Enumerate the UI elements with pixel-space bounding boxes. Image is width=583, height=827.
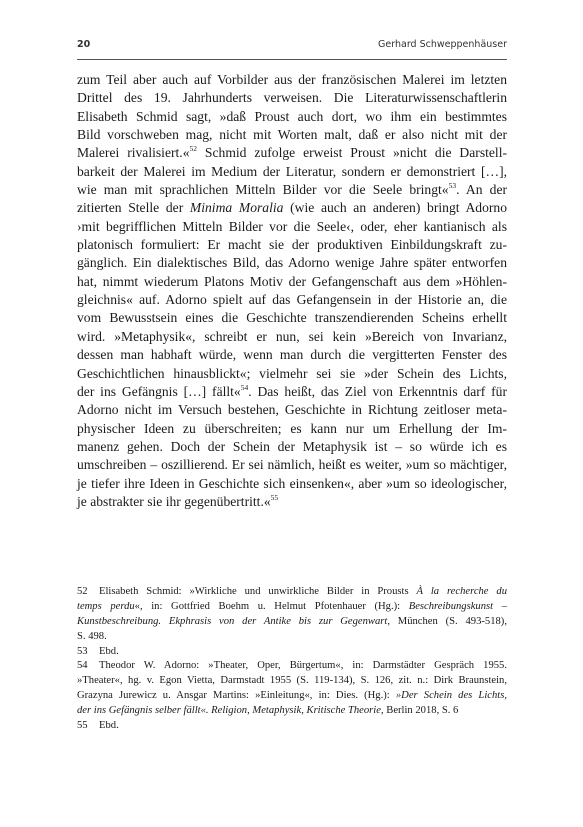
text-line: gänglich. Ein dialektisches Bild, das Adorno wenige Jahre später entworfen <box>77 255 507 271</box>
running-header <box>77 39 507 55</box>
footnote-53: 53 Ebd. <box>77 645 507 660</box>
text-line: zitierten Stelle der Minima Moralia (wie auch an anderen) bringt Adorno <box>77 200 507 216</box>
text-line: der ins Gefängnis […] fällt«$^{54}$. Das heißt, das Ziel von Erkenntnis darf für <box>77 382 507 399</box>
text-line: Adorno nicht im Versuch bestehen, Geschichte in Richtung zeitloser meta- <box>77 402 507 418</box>
text-line: Malerei rivalisiert.«$^{52}$ Schmid zufolge erweist Proust »nicht die Darstell- <box>77 144 507 161</box>
text-line: dessen man habhaft würde, wenn man durch die vergitterten Fenster des <box>77 347 507 363</box>
text-line: hat, nimmt wiederum Platons Motiv der Gefangenschaft aus dem »Höhlen- <box>77 273 507 289</box>
footnote-ref-52: 52 <box>189 144 197 154</box>
text-line: Drittel des 19. Jahrhunderts verweisen. Die Literaturwissenschaftlerin <box>77 90 507 106</box>
text-line: Elisabeth Schmid sagt, »daß Proust auch dort, wo ihm ein bestimmtes <box>77 108 507 124</box>
footnote-ref-55: 55 <box>270 492 279 502</box>
footnote-number: 53 <box>77 645 88 657</box>
text-line: Geschichtlichen hinausblickt«; vielmehr sei sie »der Schein des Lichts, <box>77 365 507 381</box>
text-line: zum Teil aber auch auf Vorbilder aus der französischen Malerei im letzten <box>77 72 507 87</box>
footnotes <box>77 585 507 734</box>
text-line: je tiefer ihre Ideen in Geschichte sich einsenken«, aber »um so ideologischer, <box>77 475 507 491</box>
header-rule <box>77 59 507 60</box>
footnote-52: 52 Elisabeth Schmid: »Wirkliche und unwirkliche Bilder in Prousts À la recherche du temps perdu«, in: Gottfried Boehm u. Helmut Pfotenhauer (Hg.): Beschreibungskunst – Kunstbeschreibung. Ekphrasis von der Antike bis zur Gegenwart, München (S. 493-518), S. 498. <box>77 586 507 642</box>
text-line: wird. »Metaphysik«, schreibt er nun, sei kein »Bereich von Invarianz, <box>77 328 507 344</box>
footnote-ref-53: 53 <box>448 181 457 191</box>
text-line: vom Bewusstsein eines die Geschichte transzendierenden Scheins erhellt <box>77 310 507 326</box>
footnote-ref-54: 54 <box>240 382 249 392</box>
text-line: platonisch formuliert: Er macht sie der produktiven Einbildungskraft zu- <box>77 237 507 253</box>
text-line: physischer Ideen zu überschreiten; es kann nur um Erhellung der Im- <box>77 420 507 436</box>
text-line: je abstrakter sie ihr gegenübertritt.«$^{55}$ <box>77 492 279 509</box>
running-title: Gerhard Schweppenhäuser <box>378 39 507 50</box>
book-title-minima-moralia: Minima Moralia <box>189 200 284 216</box>
text-line: gleichnis« auf. Adorno spielt auf das Gefangensein in der Historie an, die <box>77 292 507 308</box>
footnote-number: 52 <box>77 586 88 597</box>
footnote-55: 55 Ebd. <box>77 719 507 734</box>
text-line: wie man mit sprachlichen Mitteln Bilder vor die Seele bringt«$^{53}$. An der <box>77 181 508 198</box>
footnote-number: 54 <box>77 660 88 672</box>
page-number: 20 <box>77 39 91 50</box>
footnote-number: 55 <box>77 720 88 732</box>
text-line: manenz gehen. Doch der Schein der Metaphysik ist – so würde ich es <box>77 438 507 454</box>
text-line: ›mit begrifflichen Mitteln Bilder vor die Seele‹, oder, eher kantianisch als <box>77 218 507 234</box>
main-text <box>77 71 507 511</box>
text-line: barkeit der Malerei im Medium der Literatur, sondern er demonstriert […], <box>77 163 507 179</box>
footnote-54: 54 Theodor W. Adorno: »Theater, Oper, Bürgertum«, in: Darmstädter Gespräch 1955. »Theater«, hg. v. Egon Vietta, Darmstadt 1955 (S. 119-134), S. 126, zit. n.: Dirk Braunstein, Grazyna Jurewicz u. Ansgar Martins: »Einleitung«, in: Dies. (Hg.): »Der Schein des Lichts, der ins Gefängnis selber fällt«. Religion, Metaphysik, Kritische Theorie, Berlin 2018, S. 6 <box>77 660 507 717</box>
text-line: Bild vorschweben mag, nicht mit Worten malt, daß er also nicht mit der <box>77 127 507 143</box>
text-line: umschreiben – oszillierend. Er sei nämlich, heißt es weiter, »um so mächtiger, <box>77 457 507 473</box>
